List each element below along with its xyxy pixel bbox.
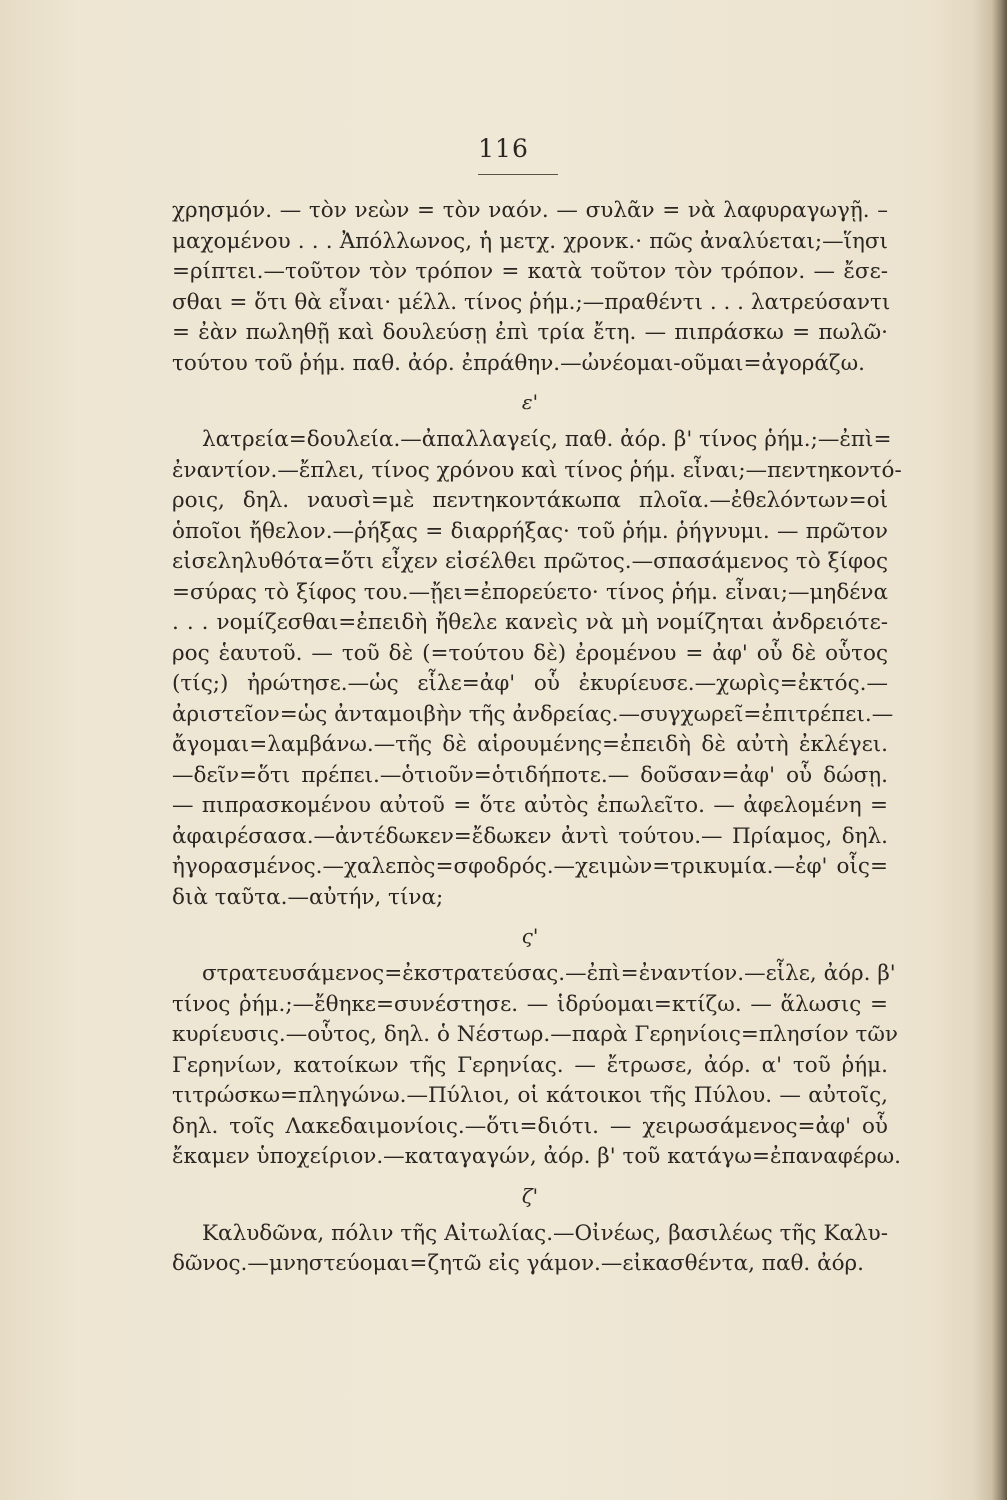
text-line: ρος ἑαυτοῦ. — τοῦ δὲ (=τούτου δὲ) ἐρομένου = ἀφ' οὗ δὲ οὗτος	[172, 640, 888, 666]
page-number-rule	[478, 174, 558, 175]
text-line: = ἐὰν πωληθῇ καὶ δουλεύσῃ ἐπὶ τρία ἔτη. — πιπράσκω = πωλῶ·	[172, 320, 888, 345]
text-line: ὁποῖοι ἤθελον.—ῥήξας = διαρρήξας· τοῦ ῥήμ. ῥήγνυμι. — πρῶτον	[172, 518, 888, 544]
text-line: τίνος ῥήμ.;—ἔθηκε=συνέστησε. — ἱδρύομαι=κτίζω. — ἅλωσις =	[172, 991, 888, 1017]
text-line: . . . νομίζεσθαι=ἐπειδὴ ἤθελε κανεὶς νὰ μὴ νομίζηται ἀνδρειότε-	[172, 610, 888, 635]
text-line: —δεῖν=ὅτι πρέπει.—ὁτιοῦν=ὁτιδήποτε.— δοῦσαν=ἀφ' οὗ δώσῃ.	[172, 762, 888, 788]
text-line: — πιπρασκομένου αὐτοῦ = ὅτε αὐτὸς ἐπωλεῖτο. — ἀφελομένη =	[172, 793, 888, 818]
page-edge-shadow	[973, 0, 1007, 1500]
text-line: τιτρώσκω=πληγώνω.—Πύλιοι, οἱ κάτοικοι τῆς Πύλου. — αὐτοῖς,	[172, 1083, 888, 1108]
text-line: ἀφαιρέσασα.—ἀντέδωκεν=ἔδωκεν ἀντὶ τούτου.— Πρίαμος, δηλ.	[172, 823, 888, 849]
paragraph-2	[172, 425, 902, 913]
text-line: ἄγομαι=λαμβάνω.—τῆς δὲ αἱρουμένης=ἐπειδὴ δὲ αὐτὴ ἐκλέγει.	[172, 732, 888, 757]
text-line: κυρίευσις.—οὗτος, δηλ. ὁ Νέστωρ.—παρὰ Γερηνίοις=πλησίον τῶν	[172, 1022, 898, 1047]
text-line: χρησμόν. — τὸν νεὼν = τὸν ναόν. — συλᾶν = νὰ λαφυραγωγῇ. –	[172, 198, 888, 223]
text-line: =σύρας τὸ ξίφος του.—ᾔει=ἐπορεύετο· τίνος ῥήμ. εἶναι;—μηδένα	[172, 579, 888, 605]
commentary-text	[172, 196, 902, 1280]
text-line: ἀριστεῖον=ὡς ἀνταμοιβὴν τῆς ἀνδρείας.—συγχωρεῖ=ἐπιτρέπει.—	[172, 701, 894, 727]
text-line: διὰ ταῦτα.—αὐτήν, τίνα;	[172, 884, 444, 910]
text-line: =ρίπτει.—τοῦτον τὸν τρόπον = κατὰ τοῦτον τὸν τρόπον. — ἔσε-	[172, 259, 888, 284]
section-mark-st: ς'	[521, 924, 539, 948]
paragraph-4	[172, 1219, 888, 1280]
text-line: τούτου τοῦ ῥήμ. παθ. ἀόρ. ἐπράθην.—ὠνέομαι-οῦμαι=ἀγοράζω.	[172, 350, 865, 376]
text-line: λατρεία=δουλεία.—ἀπαλλαγείς, παθ. ἀόρ. β' τίνος ῥήμ.;—ἐπὶ=	[202, 427, 892, 452]
text-line: μαχομένου . . . Ἀπόλλωνος, ἡ μετχ. χρονκ.· πῶς ἀναλύεται;—ἵησι	[172, 228, 888, 254]
text-line: ἔκαμεν ὑποχείριον.—καταγαγών, ἀόρ. β' τοῦ κατάγω=ἐπαναφέρω.	[172, 1144, 901, 1169]
section-mark-z: ζ'	[521, 1183, 539, 1208]
text-line: ροις, δηλ. ναυσὶ=μὲ πεντηκοντάκωπα πλοῖα.—ἐθελόντων=οἱ	[172, 488, 888, 513]
text-line: ἠγορασμένος.—χαλεπὸς=σφοδρός.—χειμὼν=τρικυμία.—ἐφ' οἷς=	[172, 854, 888, 879]
text-line: σθαι = ὅτι θὰ εἶναι· μέλλ. τίνος ῥήμ.;—πραθέντι . . . λατρεύσαντι	[172, 289, 891, 315]
text-line: εἰσεληλυθότα=ὅτι εἶχεν εἰσέλθει πρῶτος.—σπασάμενος τὸ ξίφος	[172, 549, 888, 574]
text-line: Γερηνίων, κατοίκων τῆς Γερηνίας. — ἔτρωσε, ἀόρ. α' τοῦ ῥήμ.	[172, 1052, 888, 1078]
text-line: στρατευσάμενος=ἐκστρατεύσας.—ἐπὶ=ἐναντίον.—εἷλε, ἀόρ. β'	[202, 961, 896, 986]
text-line: δηλ. τοῖς Λακεδαιμονίοις.—ὅτι=διότι. — χειρωσάμενος=ἀφ' οὗ	[172, 1113, 888, 1139]
page-number: 116	[478, 134, 529, 163]
text-line: Καλυδῶνα, πόλιν τῆς Αἰτωλίας.—Οἰνέως, βασιλέως τῆς Καλυ-	[202, 1220, 888, 1246]
text-line: δῶνος.—μνηστεύομαι=ζητῶ εἰς γάμον.—εἰκασθέντα, παθ. ἀόρ.	[172, 1251, 865, 1276]
paragraph-1	[172, 196, 891, 379]
text-line: ἐναντίον.—ἔπλει, τίνος χρόνου καὶ τίνος ῥήμ. εἶναι;—πεντηκοντό-	[172, 457, 902, 483]
section-mark-e: ε'	[521, 390, 539, 414]
text-line: (τίς;) ἠρώτησε.—ὡς εἷλε=ἀφ' οὗ ἐκυρίευσε.—χωρὶς=ἐκτός.—	[172, 671, 888, 696]
paragraph-3	[172, 959, 901, 1173]
